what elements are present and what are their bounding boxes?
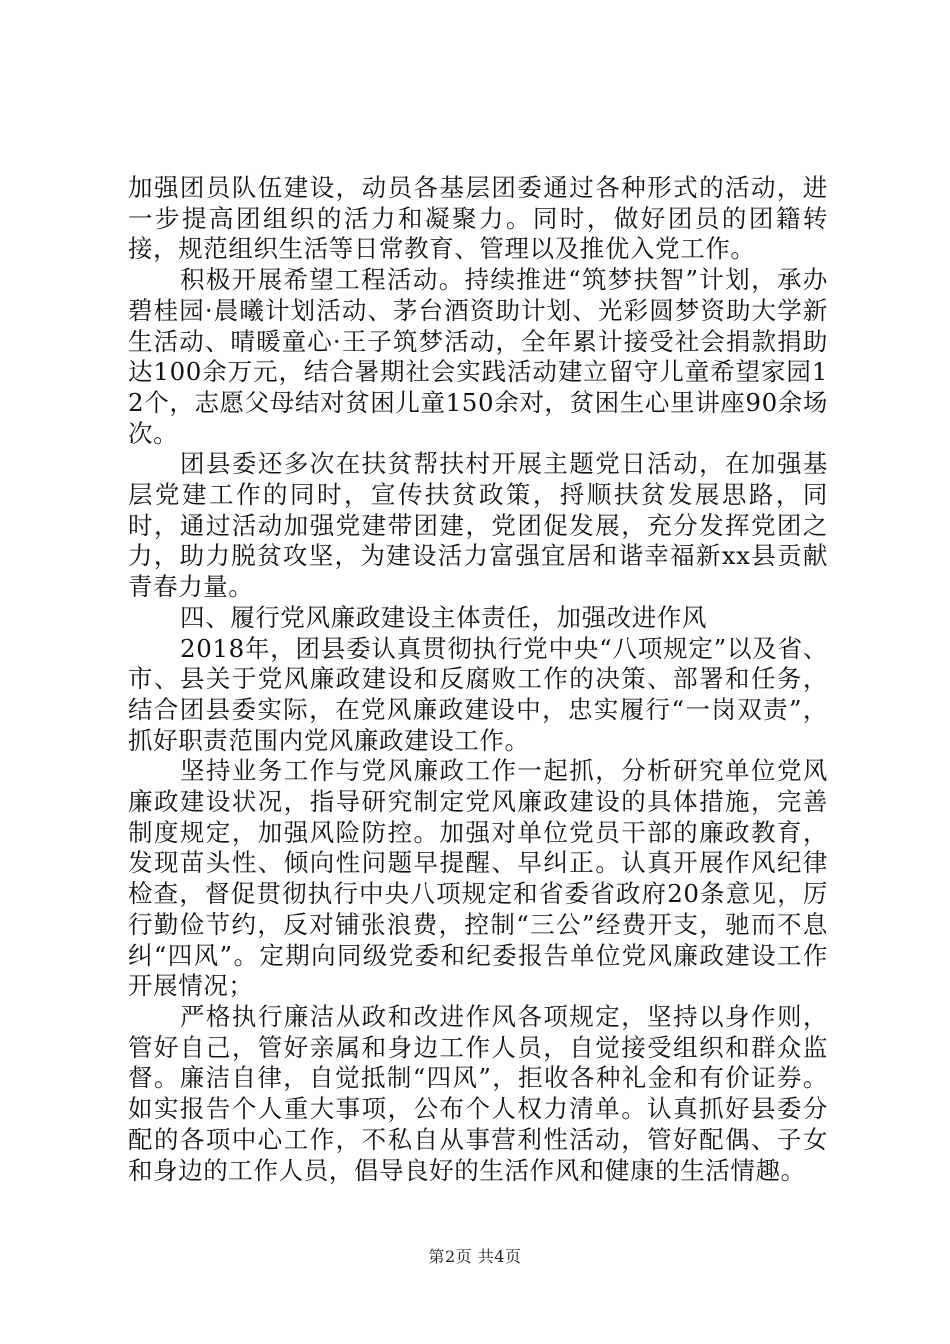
paragraph-poverty-alleviation: 团县委还多次在扶贫帮扶村开展主题党日活动，在加强基层党建工作的同时，宣传扶贫政策，捋顺扶贫发展思路，同时，通过活动加强党建带团建，党团促发展，充分发挥党团之力，助力脱贫攻坚，为建设活力富强宜居和谐幸福新xx县贡献青春力量。 (128, 449, 828, 602)
document-body (128, 173, 828, 1186)
paragraph-eight-rules: 2018年，团县委认真贯彻执行党中央“八项规定”以及省、市、县关于党风廉政建设和反腐败工作的决策、部署和任务，结合团县委实际，在党风廉政建设中，忠实履行“一岗双责”，抓好职责范围内党风廉政建设工作。 (128, 633, 828, 755)
page-footer (0, 1244, 950, 1267)
paragraph-party-member-building: 加强团员队伍建设，动员各基层团委通过各种形式的活动，进一步提高团组织的活力和凝聚力。同时，做好团员的团籍转接，规范组织生活等日常教育、管理以及推优入党工作。 (128, 173, 828, 264)
page-number-label: 第2页 共4页 (428, 1247, 522, 1266)
section-heading-integrity: 四、履行党风廉政建设主体责任，加强改进作风 (180, 602, 708, 632)
paragraph-self-discipline: 严格执行廉洁从政和改进作风各项规定，坚持以身作则，管好自己，管好亲属和身边工作人员，自觉接受组织和群众监督。廉洁自律，自觉抵制“四风”，拒收各种礼金和有价证券。如实报告个人重大事项，公布个人权力清单。认真抓好县委分配的各项中心工作，不私自从事营利性活动，管好配偶、子女和身边的工作人员，倡导良好的生活作风和健康的生活情趣。 (128, 1001, 828, 1185)
paragraph-hope-project: 积极开展希望工程活动。持续推进“筑梦扶智”计划，承办碧桂园·晨曦计划活动、茅台酒资助计划、光彩圆梦资助大学新生活动、晴暖童心·王子筑梦活动，全年累计接受社会捐款捐助达100余万元，结合暑期社会实践活动建立留守儿童希望家园12个，志愿父母结对贫困儿童150余对，贫困生心里讲座90余场次。 (128, 265, 828, 448)
paragraph-integrity-work: 坚持业务工作与党风廉政工作一起抓，分析研究单位党风廉政建设状况，指导研究制定党风廉政建设的具体措施，完善制度规定，加强风险防控。加强对单位党员干部的廉政教育，发现苗头性、倾向性问题早提醒、早纠正。认真开展作风纪律检查，督促贯彻执行中央八项规定和省委省政府20条意见，厉行勤俭节约，反对铺张浪费，控制“三公”经费开支，驰而不息纠“四风”。定期向同级党委和纪委报告单位党风廉政建设工作开展情况； (128, 756, 828, 1001)
